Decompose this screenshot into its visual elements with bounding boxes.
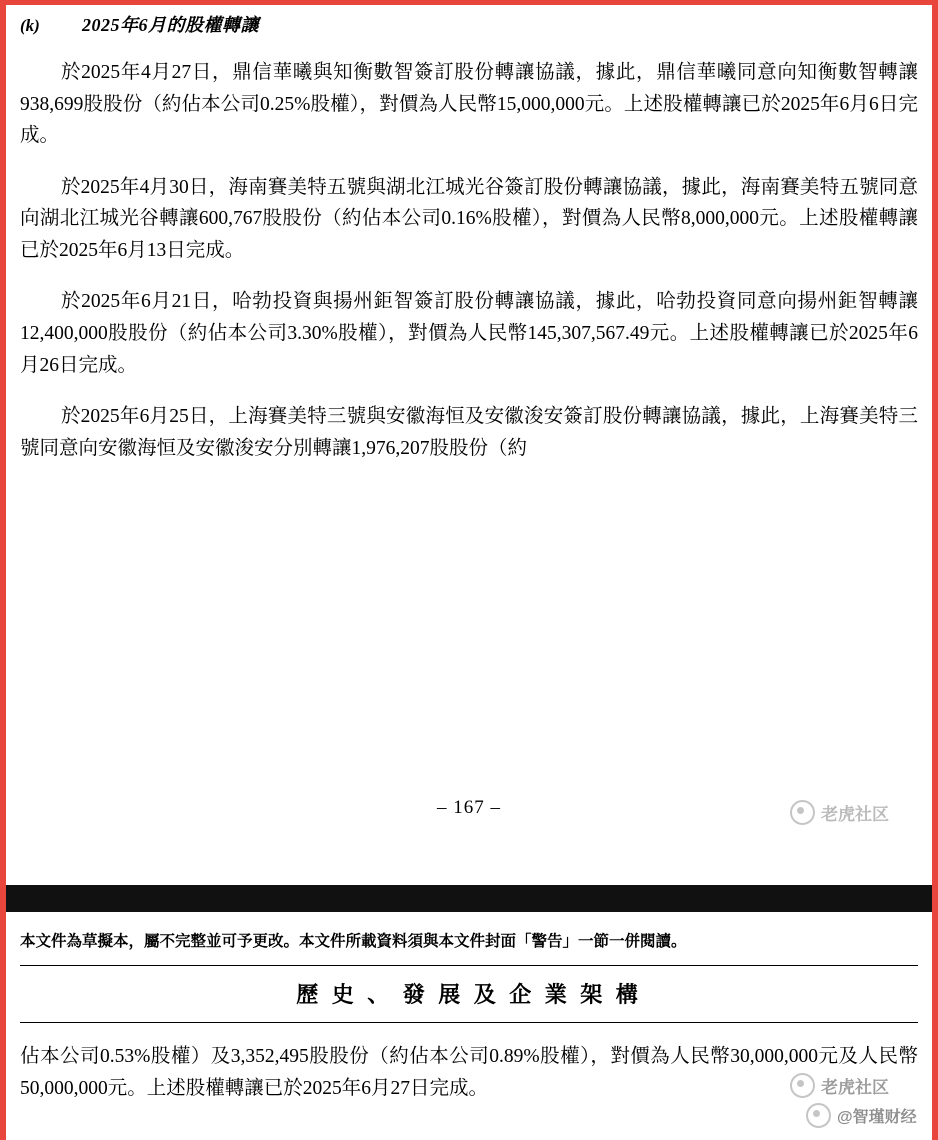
document-page-next [6, 912, 932, 1140]
tiger-community-logo-icon [790, 1073, 815, 1098]
watermark-bottom [790, 1073, 889, 1098]
watermark-account [806, 1103, 917, 1128]
section-title: 2025年6月的股權轉讓 [82, 15, 259, 35]
running-head: 歷 史 、 發 展 及 企 業 架 構 [296, 982, 642, 1008]
divider-bottom [20, 1022, 918, 1023]
divider-top [20, 965, 918, 966]
watermark-top-label: 老虎社区 [821, 805, 889, 824]
paragraph-1: 於2025年4月27日，鼎信華曦與知衡數智簽訂股份轉讓協議，據此，鼎信華曦同意向知衡數智轉讓938,699股股份（約佔本公司0.25%股權），對價為人民幣15,000,000元。上述股權轉讓已於2025年6月6日完成。 [20, 62, 918, 147]
account-badge-icon [806, 1103, 831, 1128]
watermark-bottom-label: 老虎社区 [821, 1078, 889, 1097]
page-separator-band [6, 885, 932, 912]
paragraph-2: 於2025年4月30日，海南賽美特五號與湖北江城光谷簽訂股份轉讓協議，據此，海南賽美特五號同意向湖北江城光谷轉讓600,767股股份（約佔本公司0.16%股權），對價為人民幣8,000,000元。上述股權轉讓已於2025年6月13日完成。 [20, 176, 918, 261]
document-page-167 [6, 5, 932, 885]
section-heading [20, 11, 918, 37]
draft-notice: 本文件為草擬本，屬不完整並可予更改。本文件所載資料須與本文件封面「警告」一節一併閱讀。 [20, 933, 687, 950]
paragraph-continued: 佔本公司0.53%股權）及3,352,495股股份（約佔本公司0.89%股權），對價為人民幣30,000,000元及人民幣50,000,000元。上述股權轉讓已於2025年6月27日完成。 [20, 1046, 918, 1099]
tiger-community-logo-icon [790, 800, 815, 825]
paragraph-3: 於2025年6月21日，哈勃投資與揚州鉅智簽訂股份轉讓協議，據此，哈勃投資同意向揚州鉅智轉讓12,400,000股股份（約佔本公司3.30%股權），對價為人民幣145,307,567.49元。上述股權轉讓已於2025年6月26日完成。 [20, 291, 918, 376]
watermark-top [790, 800, 889, 825]
page-number: – 167 – [437, 797, 501, 818]
paragraph-4: 於2025年6月25日，上海賽美特三號與安徽海恒及安徽浚安簽訂股份轉讓協議，據此，上海賽美特三號同意向安徽海恒及安徽浚安分別轉讓1,976,207股股份（約 [20, 406, 918, 459]
watermark-account-label: @智瑾财经 [837, 1109, 917, 1126]
section-label: (k) [20, 16, 40, 35]
